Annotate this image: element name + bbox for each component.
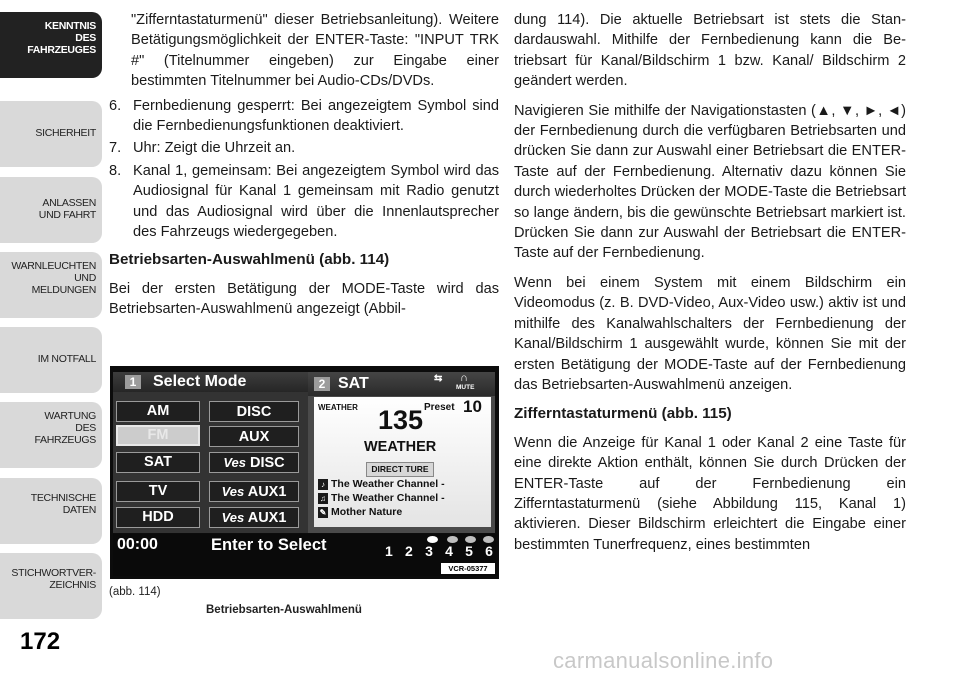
tab-line: UND FAHRT bbox=[38, 209, 96, 221]
preset-digit[interactable]: 1 bbox=[385, 543, 393, 559]
list-number: 7. bbox=[109, 140, 122, 157]
watermark: carmanualsonline.info bbox=[553, 648, 774, 673]
tab-technische-daten[interactable] bbox=[0, 478, 102, 544]
channel-2-badge: 2 bbox=[314, 377, 330, 391]
mode-label: AUX1 bbox=[244, 484, 287, 500]
preset-digit[interactable]: 6 bbox=[485, 543, 493, 559]
status-bar bbox=[113, 534, 496, 576]
list-number: 8. bbox=[109, 162, 122, 179]
channel-1-badge: 1 bbox=[125, 375, 141, 389]
track-text: Mother Nature bbox=[331, 506, 403, 518]
left-column bbox=[109, 10, 499, 329]
preset-digit[interactable]: 2 bbox=[405, 543, 413, 559]
mode-button-sat[interactable]: SAT bbox=[116, 452, 200, 473]
headphones-icon: ∩ bbox=[460, 372, 468, 384]
preset-digits bbox=[385, 543, 493, 559]
right-column bbox=[514, 10, 906, 564]
mode-label: DISC bbox=[245, 455, 285, 471]
tab-line: FAHRZEUGS bbox=[34, 434, 96, 446]
paragraph: Wenn bei einem System mit einem Bildschirm ein Videomodus (z. B. DVD-Video, Aux-Video usw.) aktiv ist und mithilfe des Kanalwahlschalters der Fernbedienung der Kanal/Bildschirm 1 ausgewählt wurde, können Sie mit der ersten Betätigung der MODE-Taste auf der Fernbedienung das Betriebsarten-Auswahlmenü anzeigen. bbox=[514, 274, 906, 393]
figure-code: VCR-05377 bbox=[441, 563, 495, 574]
list-text: Kanal 1, gemeinsam: Bei angezeigtem Symbol wird das Audiosignal für Kanal 1 gemeinsam mit Radio genutzt und das Audiosignal wird über die Innenlautsprecher des Fahrzeugs wiedergegeben. bbox=[133, 162, 499, 241]
channel-2-title-bar bbox=[308, 372, 495, 396]
track-line bbox=[318, 478, 445, 490]
sat-category: WEATHER bbox=[318, 403, 358, 412]
mode-button-aux[interactable] bbox=[209, 426, 299, 447]
page-number: 172 bbox=[20, 628, 61, 655]
channel-name: WEATHER bbox=[364, 439, 437, 455]
tab-line: WARTUNG bbox=[44, 410, 96, 422]
track-text: The Weather Channel - bbox=[331, 492, 445, 504]
tab-line: DATEN bbox=[62, 504, 96, 516]
tab-warnleuchten[interactable] bbox=[0, 252, 102, 318]
mode-button-hdd[interactable]: HDD bbox=[116, 507, 200, 528]
ves-label: Ves bbox=[223, 455, 246, 470]
tab-wartung[interactable] bbox=[0, 402, 102, 468]
tab-line: KENNTNIS bbox=[44, 20, 96, 32]
track-line bbox=[318, 492, 445, 504]
preset-digit[interactable]: 5 bbox=[465, 543, 473, 559]
ves-label: Ves bbox=[221, 510, 245, 525]
channel-1-title: Select Mode bbox=[153, 373, 247, 390]
mode-button-fm[interactable]: FM bbox=[116, 425, 200, 446]
music-notes-icon: ♫ bbox=[320, 493, 326, 503]
share-icon: ⇆ bbox=[434, 373, 443, 384]
tab-stichwortverzeichnis[interactable] bbox=[0, 553, 102, 619]
preset-dot bbox=[465, 536, 476, 543]
preset-dot bbox=[427, 536, 438, 543]
tab-kenntnis[interactable] bbox=[0, 12, 102, 78]
mode-button-ves-aux1[interactable] bbox=[209, 481, 299, 502]
paragraph: dung 114). Die aktuelle Betriebsart ist stets die Standardauswahl. Mithilfe der Fernbedienung kann die Betriebsart für Kanal/Bildschirm 1 bzw. Kanal/ Bildschirm 2 geändert werden. bbox=[514, 12, 906, 90]
tab-line: DES bbox=[75, 422, 96, 434]
list-text: Uhr: Zeigt die Uhrzeit an. bbox=[133, 140, 296, 157]
track-line bbox=[318, 506, 402, 518]
tab-line: UND bbox=[74, 272, 96, 284]
preset-digit[interactable]: 3 bbox=[425, 543, 433, 559]
music-note-icon: ♪ bbox=[318, 479, 328, 490]
mode-label: DISC bbox=[236, 404, 272, 420]
channel-2-title: SAT bbox=[338, 375, 369, 392]
preset-label: Preset bbox=[424, 402, 455, 413]
mode-label: AUX1 bbox=[244, 510, 287, 526]
list-item bbox=[109, 161, 499, 243]
mode-label: AUX bbox=[238, 429, 270, 445]
sat-display bbox=[314, 397, 491, 527]
mode-button-tv[interactable]: TV bbox=[116, 481, 200, 502]
pen-icon: ✎ bbox=[319, 507, 327, 517]
select-mode-screen-figure bbox=[110, 366, 499, 579]
tab-line: ANLASSEN bbox=[42, 197, 96, 209]
mode-button-ves-disc[interactable] bbox=[209, 452, 299, 473]
list-text: Fernbedienung gesperrt: Bei angezeigtem Symbol sind die Fernbedienungsfunktionen deaktiviert. bbox=[133, 97, 499, 135]
track-text: The Weather Channel - bbox=[331, 478, 445, 490]
paragraph: Bei der ersten Betätigung der MODE-Taste wird das Betriebsarten-Auswahlmenü angezeigt (Abbil- bbox=[109, 280, 499, 318]
tab-line: ZEICHNIS bbox=[49, 579, 96, 591]
paragraph: Wenn die Anzeige für Kanal 1 oder Kanal 2 eine Taste für eine direkte Aktion enthält, können Sie durch Drücken der ENTER-Taste auf der Fernbedienung ein Zifferntastaturmenü (siehe Abbildung 115, Kanal 1) aktivieren. Dieser Bildschirm erleichtert die Eingabe einer bestimmten Tunerfrequenz, eines bestimmten bbox=[514, 434, 906, 553]
list-item bbox=[109, 138, 499, 158]
channel-number: 135 bbox=[378, 405, 424, 435]
mode-button-am[interactable]: AM bbox=[116, 401, 200, 422]
tab-anlassen[interactable] bbox=[0, 177, 102, 243]
preset-number: 10 bbox=[463, 397, 482, 416]
direct-tune-button[interactable]: DIRECT TURE bbox=[366, 462, 434, 477]
tab-notfall[interactable] bbox=[0, 327, 102, 393]
paragraph: Navigieren Sie mithilfe der Navigationstasten (▲, ▼, ►, ◄) der Fernbedienung durch die verfügbaren Betriebsarten und drücken Sie dann zur Auswahl einer Betriebsart die ENTER-Taste auf der Fernbedienung. Alternativ dazu können Sie durch wiederholtes Drücken der MODE-Taste die Betriebsart so lange ändern, bis die gewünschte Betriebsart markiert ist. Drücken Sie dann zur Auswahl der Betriebsart die ENTER-Taste auf der Fernbedienung. bbox=[514, 102, 906, 262]
tab-sicherheit[interactable] bbox=[0, 101, 102, 167]
list-continuation: "Zifferntastaturmenü" dieser Betriebsanleitung). Weitere Betätigungsmöglichkeit der ENTER-Taste: "INPUT TRK #" (Titelnummer eingeben) zur Eingabe einer bestimmten Titelnummer bei Audio-CDs/DVDs. bbox=[131, 12, 499, 90]
tab-line: STICHWORTVER- bbox=[11, 567, 96, 579]
preset-dot bbox=[447, 536, 458, 543]
preset-dot bbox=[483, 536, 494, 543]
tab-line: MELDUNGEN bbox=[31, 284, 96, 296]
tab-line: IM NOTFALL bbox=[37, 353, 96, 365]
ves-label: Ves bbox=[221, 484, 245, 499]
list-item bbox=[109, 96, 499, 137]
clock: 00:00 bbox=[117, 536, 158, 553]
figure-number: (abb. 114) bbox=[109, 586, 161, 598]
mode-button-disc[interactable] bbox=[209, 401, 299, 422]
tab-line: DES bbox=[75, 32, 96, 44]
list-number: 6. bbox=[109, 97, 122, 114]
chapter-tabs bbox=[0, 0, 104, 678]
section-heading: Zifferntastaturmenü (abb. 115) bbox=[514, 405, 732, 423]
mute-indicator: MUTE bbox=[456, 384, 475, 391]
tab-line: SICHERHEIT bbox=[35, 127, 96, 139]
tab-line: FAHRZEUGES bbox=[27, 44, 96, 56]
section-heading: Betriebsarten-Auswahlmenü (abb. 114) bbox=[109, 251, 390, 269]
tab-line: TECHNISCHE bbox=[30, 492, 96, 504]
preset-digit[interactable]: 4 bbox=[445, 543, 453, 559]
enter-prompt: Enter to Select bbox=[211, 536, 327, 554]
figure-caption: Betriebsarten-Auswahlmenü bbox=[206, 604, 362, 616]
tab-line: WARNLEUCHTEN bbox=[11, 260, 96, 272]
mode-button-ves-aux1-2[interactable] bbox=[209, 507, 299, 528]
